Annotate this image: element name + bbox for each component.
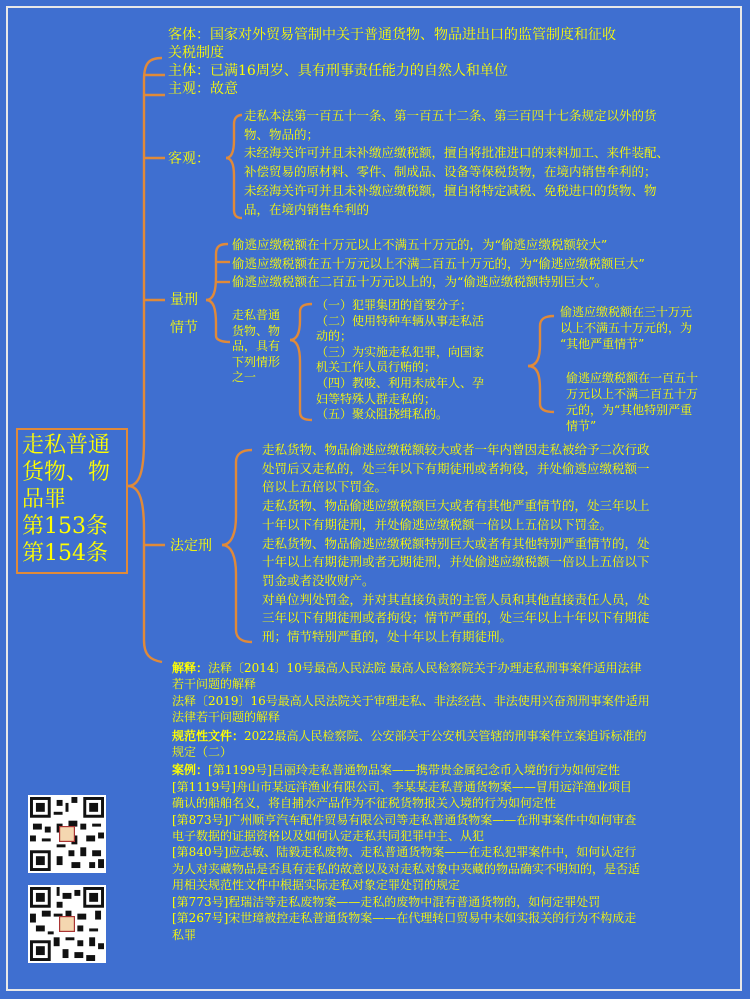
guifan-line: 规定（二） — [172, 745, 233, 760]
cond-item: （三）为实施走私犯罪，向国家 — [316, 344, 485, 359]
root-title-box — [16, 428, 128, 574]
fading-line: 对单位判处罚金，并对其直接负责的主管人员和其他直接责任人员，处 — [262, 591, 650, 607]
case-line: [第1119号]舟山市某远洋渔业有限公司、李某某走私普通货物案——冒用远洋渔业项目 — [172, 779, 632, 794]
other-serious-line: 偷逃应缴税额在三十万元 — [560, 305, 693, 319]
keguan-line: 未经海关许可并且未补缴应缴税额，擅自将特定减税、免税进口的货物、物 — [244, 182, 657, 198]
case-line: 确认的船舶名义，将自捕水产品作为不征税货物报关入境的行为如何定性 — [172, 796, 557, 811]
cond-item: （一）犯罪集团的首要分子； — [316, 298, 473, 312]
other-especially-line: 万元以上不满二百五十万 — [566, 387, 699, 401]
root-title-line: 货物、物 — [22, 460, 111, 485]
liangxing-label-line: 情节 — [170, 320, 198, 336]
cond-label-line: 品，具有 — [232, 339, 281, 353]
cond-label — [232, 308, 280, 386]
keguan-label: 客观： — [168, 151, 210, 167]
jieshi-line: 法释〔2014〕10号最高人民法院 最高人民检察院关于办理走私刑事案件适用法律 — [208, 661, 642, 675]
keguan-content — [244, 107, 669, 219]
liangxing-line: 偷逃应缴税额在十万元以上不满五十万元的，为“偷逃应缴税额较大” — [232, 237, 608, 252]
cond-item: （二）使用特种车辆从事走私活 — [316, 313, 485, 328]
keguan-line: 未经海关许可并且未补缴应缴税额，擅自将批准进口的来料加工、来件装配、 — [244, 145, 670, 161]
bottom-section — [172, 660, 650, 943]
fading-line: 刑；情节特别严重的，处十年以上有期徒刑。 — [262, 629, 513, 645]
guifan-line: 2022最高人民检察院、公安部关于公安机关管辖的刑事案件立案追诉标准的 — [244, 728, 647, 743]
case-line: [第773号]程瑞洁等走私废物案——走私的废物中混有普通货物的，如何定罪处罚 — [172, 894, 601, 909]
cond-item: （五）聚众阻挠缉私的。 — [316, 407, 449, 422]
fading-line: 处罚后又走私的，处三年以下有期徒刑或者拘役，并处偷逃应缴税额一 — [262, 460, 650, 476]
case-line: 为人对夹藏物品是否具有走私的故意以及对走私对象中夹藏的物品确实不明知的，是否适 — [172, 861, 641, 876]
other-especially-line: 偷逃应缴税额在一百五十 — [566, 371, 699, 385]
fading-line: 倍以上五倍以下罚金。 — [262, 479, 388, 495]
other-especially-line: 元的，为“其他特别严重 — [566, 403, 693, 417]
fading-label: 法定刑 — [170, 538, 212, 554]
guifan-label: 规范性文件： — [172, 728, 245, 743]
root-title-line: 第154条 — [22, 541, 108, 566]
other-especially-line: 情节” — [566, 419, 597, 433]
root-title-line: 品罪 — [22, 487, 67, 512]
keguan-line: 补偿贸易的原材料、零件、制成品、设备等保税货物，在境内销售牟利的； — [244, 164, 657, 180]
qr-code-icon — [30, 797, 104, 871]
zhuti-line: 主体：已满16周岁、具有刑事责任能力的自然人和单位 — [168, 63, 508, 79]
qr-code-icon — [30, 887, 104, 961]
other-serious — [560, 304, 692, 352]
jieshi-line: 若干问题的解释 — [172, 677, 257, 692]
liangxing-amounts — [232, 236, 645, 292]
cond-label-line: 下列情形 — [232, 354, 281, 369]
case-line: [第873号]广州顺亨汽车配件贸易有限公司等走私普通货物案——在刑事案件中如何审查 — [172, 812, 637, 827]
fading-line: 十年以下有期徒刑，并处偷逃应缴税额一倍以上五倍以下罚金。 — [262, 516, 613, 532]
anli-label: 案例： — [172, 763, 209, 778]
keguan-line: 物、物品的； — [244, 126, 320, 142]
case-line: 用相关规范性文件中根据实际走私对象定罪处罚的规定 — [172, 878, 461, 893]
cond-label-line: 货物、物 — [232, 323, 281, 338]
fading-line: 走私货物、物品偷逃应缴税额巨大或者有其他严重情节的，处三年以上 — [262, 498, 650, 514]
keti-line-2: 关税制度 — [168, 45, 224, 61]
fading-line: 罚金或者没收财产。 — [262, 572, 375, 588]
keti-line-1: 客体：国家对外贸易管制中关于普通货物、物品进出口的监管制度和征收 — [168, 27, 616, 43]
case-line: [第1199号]吕丽玲走私普通物品案——携带贵金属纪念币入境的行为如何定性 — [208, 763, 620, 778]
qr-code-image — [28, 795, 106, 873]
liangxing-label — [170, 289, 198, 339]
cond-label-line: 之一 — [232, 370, 257, 384]
cond-label-line: 走私普通 — [232, 308, 281, 322]
jieshi-line: 法律若干问题的解释 — [172, 710, 281, 725]
keguan-line: 走私本法第一百五十一条、第一百五十二条、第三百四十七条规定以外的货 — [244, 108, 657, 123]
jieshi-line: 法释〔2019〕16号最高人民法院关于审理走私、非法经营、非法使用兴奋剂刑事案件适用 — [172, 693, 650, 708]
liangxing-label-line: 量刑 — [170, 292, 198, 308]
cond-item: 妇等特殊人群走私的； — [316, 391, 437, 406]
case-line: [第840号]应志敏、陆毅走私废物、走私普通货物案——在走私犯罪案件中，如何认定行 — [172, 845, 637, 860]
fading-line: 走私货物、物品偷逃应缴税额较大或者一年内曾因走私被给予二次行政 — [262, 442, 650, 457]
zhuguan-line: 主观：故意 — [168, 81, 238, 97]
cond-item: 动的； — [316, 329, 353, 344]
cond-item: 机关工作人员行贿的； — [316, 360, 437, 375]
fading-line: 走私货物、物品偷逃应缴税额特别巨大或者有其他特别严重情节的，处 — [262, 535, 650, 551]
case-line: 私罪 — [172, 927, 197, 942]
fading-content — [262, 441, 650, 647]
cond-item: （四）教唆、利用未成年人、孕 — [316, 375, 485, 390]
cond-items — [316, 298, 484, 423]
root-title-line: 走私普通 — [22, 433, 111, 458]
keguan-line: 品，在境内销售牟利的 — [244, 201, 370, 217]
other-serious-line: “其他严重情节” — [560, 337, 645, 351]
qr-code-image — [28, 885, 106, 963]
case-line: 电子数据的证据资格以及如何认定走私共同犯罪中主、从犯 — [172, 829, 485, 844]
case-line: [第267号]宋世璋被控走私普通货物案——在代理转口贸易中未如实报关的行为不构成走 — [172, 911, 637, 926]
top-section — [168, 26, 728, 98]
root-title-line: 第153条 — [22, 514, 108, 539]
other-especially — [566, 370, 698, 434]
jieshi-label: 解释： — [172, 661, 209, 675]
fading-line: 三年以下有期徒刑或者拘役；情节严重的，处三年以上十年以下有期徒 — [262, 610, 650, 626]
other-serious-line: 以上不满五十万元的，为 — [560, 321, 693, 335]
liangxing-line: 偷逃应缴税额在二百五十万元以上的，为“偷逃应缴税额特别巨大”。 — [232, 274, 608, 290]
fading-line: 十年以上有期徒刑或者无期徒刑，并处偷逃应缴税额一倍以上五倍以下 — [262, 554, 650, 570]
liangxing-line: 偷逃应缴税额在五十万元以上不满二百五十万元的，为“偷逃应缴税额巨大” — [232, 255, 645, 271]
